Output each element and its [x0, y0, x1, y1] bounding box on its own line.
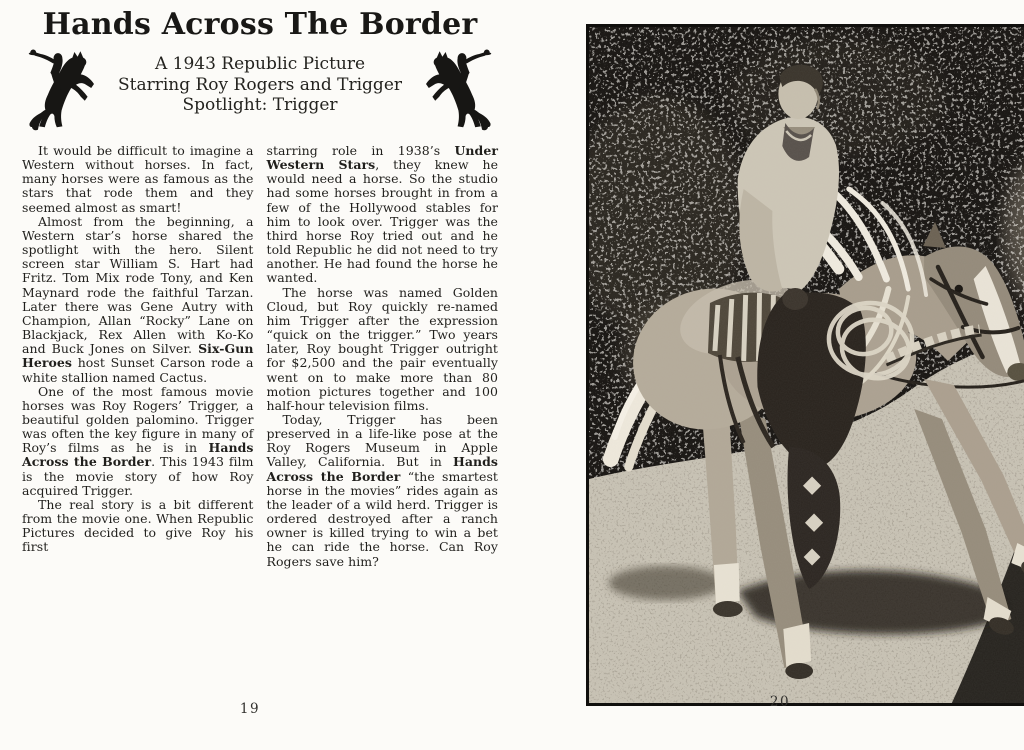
text-segment: Today, Trigger has been preserved in a life-like pose at the Roy Rogers Museum in Apple Valley, California. But in [266, 411, 498, 470]
subtitle-line-2: Starring Roy Rogers and Trigger [117, 74, 403, 95]
text-segment: The horse was named Golden Cloud, but Roy quickly re-named him Trigger after the expression “quick on the trigger.” Two years later, Roy bought Trigger outright for $2,500 and the pair eventually went on to make more than 80 motion pictures together and 100 half-hour television films. [266, 284, 498, 413]
text-segment: . This 1943 film is the movie story of how Roy acquired Trigger. [22, 454, 254, 498]
paragraph [22, 498, 254, 555]
paragraph [267, 286, 499, 413]
bold-text-segment: Under Western Stars [266, 143, 498, 173]
text-segment: starring role in 1938’s [266, 143, 455, 158]
article-body [22, 144, 498, 569]
text-segment: host Sunset Carson rode a white stallion named Cactus. [22, 355, 254, 385]
rearing-horse-rider-icon [24, 46, 104, 134]
text-segment: “the smartest horse in the movies” rides again as the leader of a wild herd. Trigger is ordered destroyed after a ranch owner is killed trying to win a bet he can ride the horse. Can Roy Rogers save him? [266, 468, 498, 569]
page-title: Hands Across The Border [42, 7, 478, 42]
subtitle-line-3: Spotlight: Trigger [182, 95, 338, 115]
text-segment: It would be difficult to imagine a Western without horses. In fact, many horses were as famous as the stars that rode them and they seemed almost as smart! [22, 143, 254, 215]
text-segment: One of the most famous movie horses was Roy Rogers’ Trigger, a beautiful golden palomino. Trigger was often the key figure in many of Roy’s films as he is in [22, 383, 254, 456]
photo-roy-rogers-on-trigger [586, 24, 1024, 706]
text-column-1 [22, 144, 254, 569]
paragraph [267, 144, 499, 286]
subtitle-line-1: A 1943 Republic Picture [154, 54, 366, 74]
text-column-2 [267, 144, 499, 569]
text-segment: Almost from the beginning, a Western star’s horse shared the spotlight with the hero. Silent screen star William S. Hart had Fritz. Tom Mix rode Tony, and Ken Maynard rode the faithful Tarzan. Later there was Gene Autry with Champion, Allan “Rocky” Lane on Blackjack, Rex Allen with Ko-Ko and Buck Jones on Silver. [22, 213, 254, 357]
paragraph [22, 215, 254, 385]
paragraph [22, 385, 254, 498]
text-segment: , they knew he would need a horse. So the studio had some horses brought in from a few of the Hollywood stables for him to look over. Trigger was the third horse Roy tried out and he told Republic he did not need to try another. He had found the horse he wanted. [266, 157, 499, 286]
paragraph [22, 144, 254, 215]
subtitle-block [104, 42, 416, 116]
rearing-horse-rider-icon-mirrored [416, 46, 496, 134]
page-number-19: 19 [239, 701, 261, 717]
header-row [0, 42, 520, 134]
bold-text-segment: Hands Across the Border [266, 454, 498, 484]
paragraph [267, 413, 499, 569]
bold-text-segment: Six-Gun Heroes [22, 341, 254, 371]
page-number-20: 20 [769, 694, 791, 710]
text-segment: The real story is a bit different from the movie one. When Republic Pictures decided to give Roy his first [22, 496, 254, 555]
bold-text-segment: Hands Across the Border [22, 440, 254, 470]
right-page [520, 0, 1024, 750]
